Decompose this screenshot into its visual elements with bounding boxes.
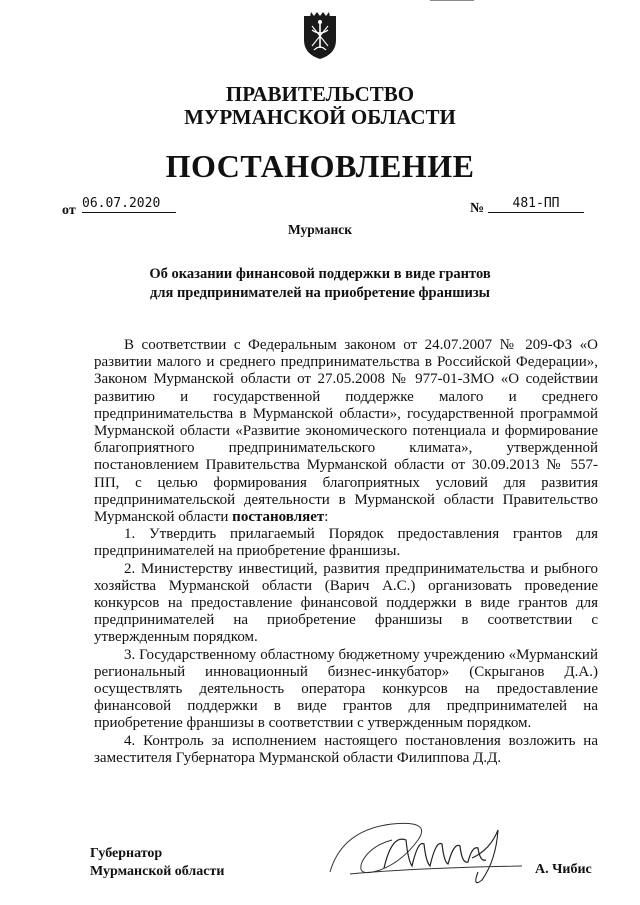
- document-type-heading: ПОСТАНОВЛЕНИЕ: [165, 148, 475, 184]
- signatory-position-line2: Мурманской области: [90, 864, 225, 879]
- page-mark: [430, 0, 474, 1]
- decree-title-line2: для предпринимателей на приобретение франшизы: [150, 285, 490, 301]
- preamble-text: В соответствии с Федеральным законом от 24.07.2007 № 209-ФЗ «О развитии малого и среднего предпринимательства в Российской Федерации», Законом Мурманской области от 27.05.2008 № 977-01-ЗМО «О содействии развитию и государственной поддержке малого и среднего предпринимательства в Мурманской области», государственной программой Мурманской области «Развитие экономического потенциала и формирование благоприятного предпринимательского климата», утвержденной постановлением Правительства Мурманской области от 30.09.2013 № 557-ПП, с целью формирования благоприятных условий для развития предпринимательской деятельности в Мурманской области Правительство Мурманской области: [94, 337, 598, 526]
- preamble-paragraph: [94, 337, 598, 526]
- number-label: №: [470, 201, 485, 216]
- decree-item-1: 1. Утвердить прилагаемый Порядок предоставления грантов для предпринимателей на приобретение франшизы.: [94, 526, 598, 560]
- date-label: от: [62, 203, 76, 218]
- decree-item-2: 2. Министерству инвестиций, развития предпринимательства и рыбного хозяйства Мурманской области (Варич А.С.) организовать проведение конкурсов на предоставление финансовой поддержки в виде грантов для предпринимателей на приобретение франшизы в соответствии с утвержденным порядком.: [94, 560, 598, 646]
- decree-body: [94, 337, 598, 767]
- resolves-keyword: постановляет: [232, 509, 325, 526]
- government-name-line1: ПРАВИТЕЛЬСТВО: [225, 82, 415, 106]
- signatory-name: А. Чибис: [535, 862, 592, 877]
- coat-of-arms-icon: [302, 10, 338, 60]
- decree-number: 481-ПП: [488, 196, 584, 213]
- government-name-line2: МУРМАНСКОЙ ОБЛАСТИ: [184, 105, 456, 129]
- decree-date: 06.07.2020: [82, 196, 176, 213]
- decree-item-3: 3. Государственному областному бюджетному учреждению «Мурманский региональный инновационный бизнес-инкубатор» (Скрыганов Д.А.) осуществлять деятельность оператора конкурсов на предоставление финансовой поддержки в виде грантов для предпринимателей на приобретение франшизы в соответствии с утвержденным порядком.: [94, 646, 598, 732]
- signatory-position: [90, 845, 224, 881]
- handwritten-signature: [322, 810, 532, 890]
- decree-item-4: 4. Контроль за исполнением настоящего постановления возложить на заместителя Губернатора Мурманской области Филиппова Д.Д.: [94, 732, 598, 766]
- preamble-colon: :: [324, 509, 329, 526]
- city-name: Мурманск: [287, 222, 353, 237]
- decree-title-line1: Об оказании финансовой поддержки в виде грантов: [149, 266, 491, 282]
- signatory-position-line1: Губернатор: [90, 846, 163, 861]
